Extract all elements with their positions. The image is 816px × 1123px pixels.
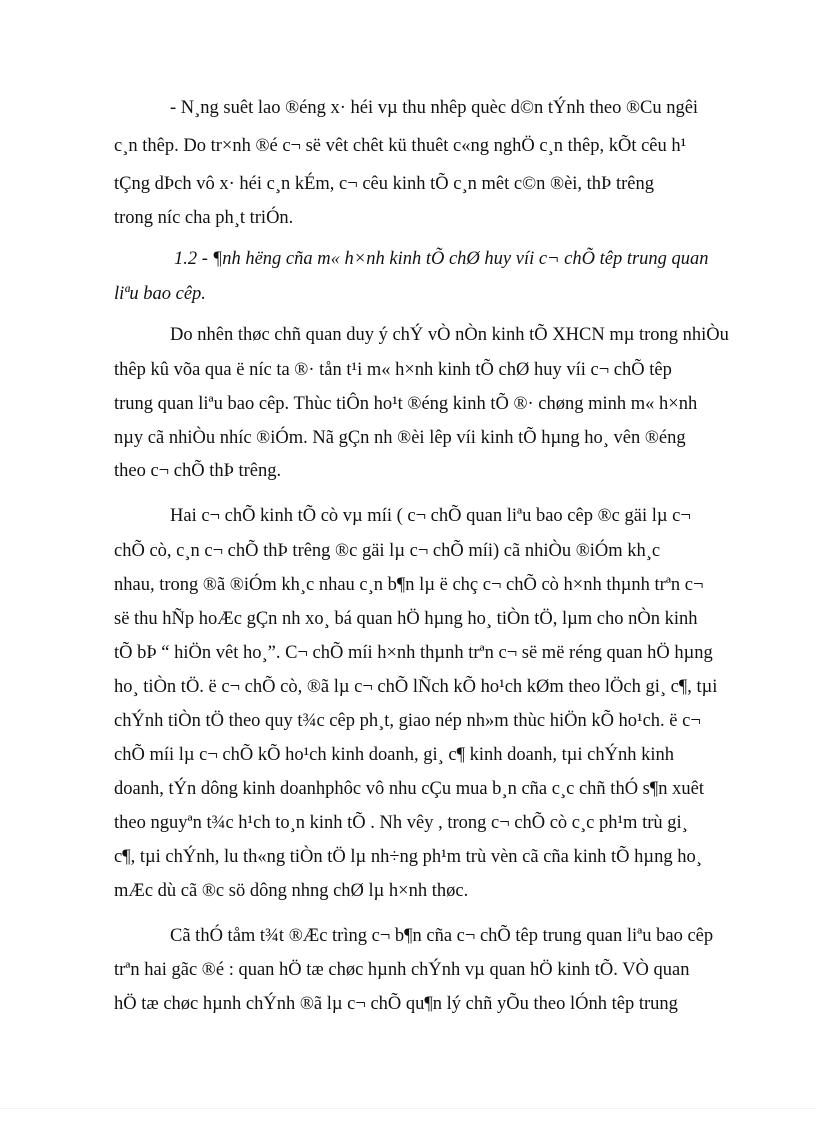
paragraph-1-line-1: - N¸ng suêt lao ®éng x· héi vµ thu nhêp quèc d©n tÝnh theo ®Cu ngêi: [170, 98, 699, 118]
paragraph-3-line-3: nhau, trong ®ã ®iÓm kh¸c nhau c¸n b¶n lµ ë chç c¬ chÕ cò h×nh thµnh trªn c¬: [114, 575, 704, 595]
paragraph-3-line-8: chÕ míi lµ c¬ chÕ kÕ ho¹ch kinh doanh, gi¸ c¶ kinh doanh, tµi chÝnh kinh: [114, 745, 674, 765]
section-heading-line-2: liªu bao cêp.: [114, 284, 206, 304]
paragraph-1-line-2: c¸n thêp. Do tr×nh ®é c¬ së vêt chêt kü thuêt c«ng nghÖ c¸n thêp, kÕt cêu h¹: [114, 136, 687, 156]
page-bottom-edge: [0, 1108, 816, 1109]
paragraph-4-line-1: Cã thÓ tåm t¾t ®Æc trìng c¬ b¶n cña c¬ chÕ têp trung quan liªu bao cêp: [170, 926, 714, 946]
paragraph-3-line-2: chÕ cò, c¸n c¬ chÕ thÞ trêng ®c gäi lµ c¬ chÕ míi) cã nhiÒu ®iÓm kh¸c: [114, 541, 661, 561]
paragraph-3-line-7: chÝnh tiÒn tÖ theo quy t¾c cêp ph¸t, giao nép nh»m thùc hiÖn kÕ ho¹ch. ë c¬: [114, 711, 701, 731]
paragraph-3-line-11: c¶, tµi chÝnh, lu th«ng tiÒn tÖ lµ nh÷ng ph¹m trù vèn cã cña kinh tÕ hµng ho¸: [114, 847, 702, 867]
paragraph-2-line-4: nµy cã nhiÒu nhíc ®iÓm. Nã gÇn nh ®èi lêp víi kinh tÕ hµng ho¸ vên ®éng: [114, 428, 686, 448]
paragraph-3-line-12: mÆc dù cã ®c sö dông nhng chØ lµ h×nh thøc.: [114, 881, 469, 901]
paragraph-2-line-3: trung quan liªu bao cêp. Thùc tiÔn ho¹t ®éng kinh tÕ ®· chøng minh m« h×nh: [114, 394, 698, 414]
paragraph-2-line-5: theo c¬ chÕ thÞ trêng.: [114, 461, 282, 481]
paragraph-1-line-4: trong níc cha ph¸t triÓn.: [114, 208, 294, 228]
paragraph-4-line-3: hÖ tæ chøc hµnh chÝnh ®ã lµ c¬ chÕ qu¶n lý chñ yÕu theo lÓnh têp trung: [114, 994, 678, 1014]
paragraph-3-line-6: ho¸ tiÒn tÖ. ë c¬ chÕ cò, ®ã lµ c¬ chÕ lÑch kÕ ho¹ch kØm theo lÖch gi¸ c¶, tµi: [114, 677, 718, 697]
paragraph-3-line-1: Hai c¬ chÕ kinh tÕ cò vµ míi ( c¬ chÕ quan liªu bao cêp ®c gäi lµ c¬: [170, 506, 691, 526]
paragraph-4-line-2: trªn hai gãc ®é : quan hÖ tæ chøc hµnh chÝnh vµ quan hÖ kinh tÕ. VÒ quan: [114, 960, 690, 980]
paragraph-3-line-9: doanh, tÝn dông kinh doanhphôc vô nhu cÇu mua b¸n cña c¸c chñ thÓ s¶n xuêt: [114, 779, 704, 799]
paragraph-3-line-10: theo nguyªn t¾c h¹ch to¸n kinh tÕ . Nh vêy , trong c¬ chÕ cò c¸c ph¹m trù gi¸: [114, 813, 688, 833]
section-heading-line-1: 1.2 - ¶nh hëng cña m« h×nh kinh tÕ chØ huy víi c¬ chÕ têp trung quan: [174, 249, 709, 269]
paragraph-3-line-4: së thu hÑp hoÆc gÇn nh xo¸ bá quan hÖ hµng ho¸ tiÒn tÖ, lµm cho nÒn kinh: [114, 609, 698, 629]
paragraph-1-line-3: tÇng dÞch vô x· héi c¸n kÉm, c¬ cêu kinh tÕ c¸n mêt c©n ®èi, thÞ trêng: [114, 174, 654, 194]
paragraph-3-line-5: tÕ bÞ “ hiÖn vêt ho¸”. C¬ chÕ míi h×nh thµnh trªn c¬ së më réng quan hÖ hµng: [114, 643, 713, 663]
paragraph-2-line-1: Do nhên thøc chñ quan duy ý chÝ vÒ nÒn kinh tÕ XHCN mµ trong nhiÒu: [170, 325, 729, 345]
paragraph-2-line-2: thêp kû võa qua ë níc ta ®· tån t¹i m« h×nh kinh tÕ chØ huy víi c¬ chÕ têp: [114, 360, 672, 380]
